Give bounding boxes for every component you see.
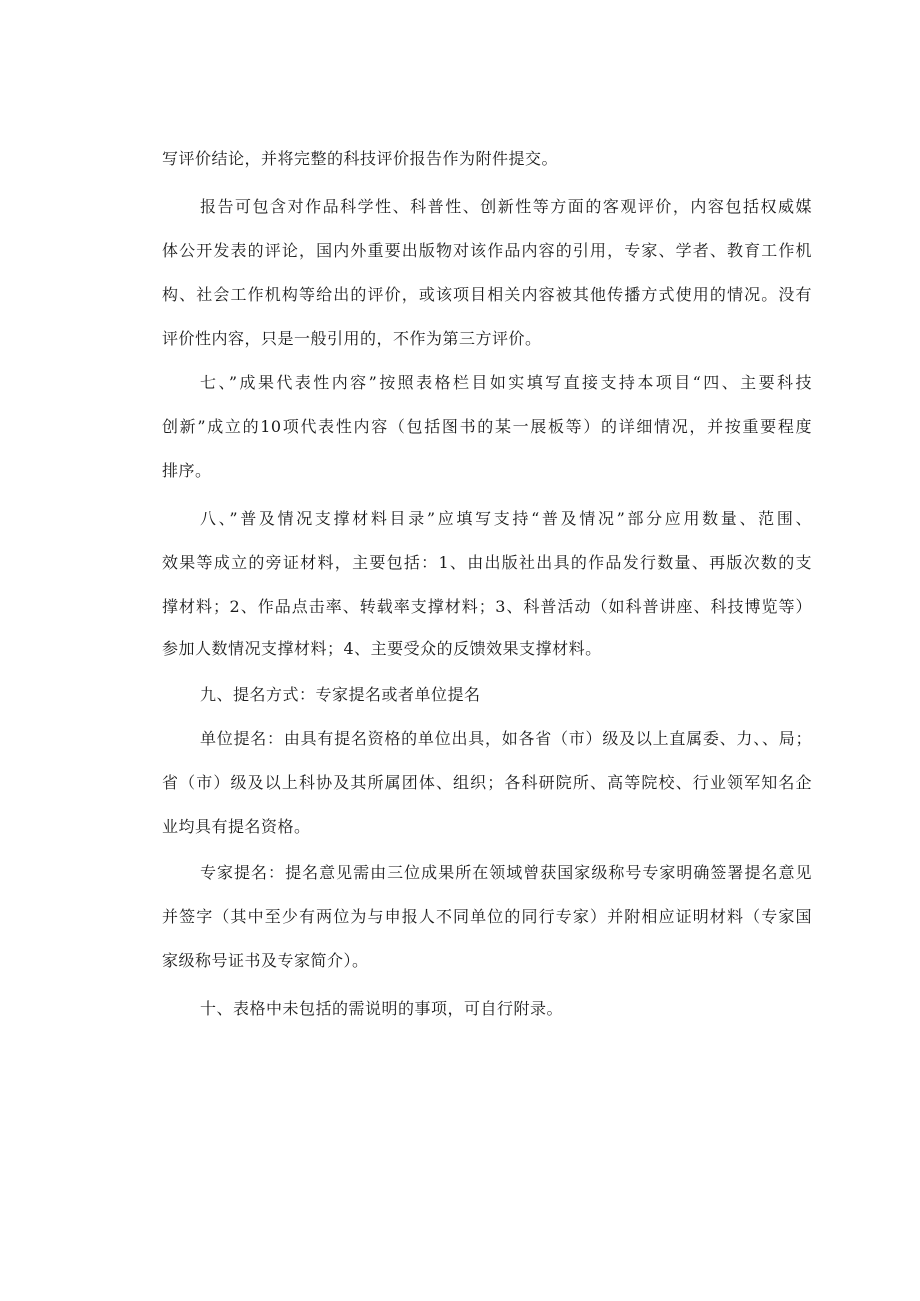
paragraph-line: 七、”成果代表性内容”按照表格栏目如实填写直接支持本项目“四、主要科技	[200, 373, 812, 392]
paragraph-line: 十、表格中未包括的需说明的事项，可自行附录。	[200, 999, 564, 1018]
paragraph-line: 省（市）级及以上科协及其所属团体、组织；各科研院所、高等院校、行业领军知名企	[162, 773, 812, 792]
paragraph-line: 构、社会工作机构等给出的评价，或该项目相关内容被其他传播方式使用的情况。没有	[162, 285, 812, 304]
paragraph-line: 撑材料；2、作品点击率、转载率支撑材料；3、科普活动（如科普讲座、科技博览等）	[162, 597, 812, 616]
section-heading: 九、提名方式：专家提名或者单位提名	[200, 685, 481, 704]
paragraph-line: 单位提名：由具有提名资格的单位出具，如各省（市）级及以上直属委、力、、局；	[200, 729, 812, 748]
paragraph-line: 评价性内容，只是一般引用的，不作为第三方评价。	[162, 329, 542, 348]
paragraph-line: 参加人数情况支撑材料；4、主要受众的反馈效果支撑材料。	[162, 639, 602, 658]
paragraph-line: 效果等成立的旁证材料，主要包括：1、由出版社出具的作品发行数量、再版次数的支	[162, 553, 812, 572]
paragraph-line: 创新”成立的10项代表性内容（包括图书的某一展板等）的详细情况，并按重要程度	[162, 417, 812, 436]
paragraph-line: 体公开发表的评论，国内外重要出版物对该作品内容的引用，专家、学者、教育工作机	[162, 241, 812, 260]
paragraph-line: 写评价结论，并将完整的科技评价报告作为附件提交。	[162, 149, 559, 168]
paragraph-line: 专家提名：提名意见需由三位成果所在领域曾获国家级称号专家明确签署提名意见	[200, 863, 812, 882]
paragraph-line: 家级称号证书及专家简介）。	[162, 951, 369, 970]
paragraph-line: 排序。	[162, 461, 212, 480]
paragraph-line: 八、”普及情况支撑材料目录”应填写支持“普及情况”部分应用数量、范围、	[200, 509, 812, 528]
paragraph-line: 报告可包含对作品科学性、科普性、创新性等方面的客观评价，内容包括权威媒	[200, 197, 812, 216]
paragraph-line: 并签字（其中至少有两位为与申报人不同单位的同行专家）并附相应证明材料（专家国	[162, 907, 812, 926]
paragraph-line: 业均具有提名资格。	[162, 817, 311, 836]
